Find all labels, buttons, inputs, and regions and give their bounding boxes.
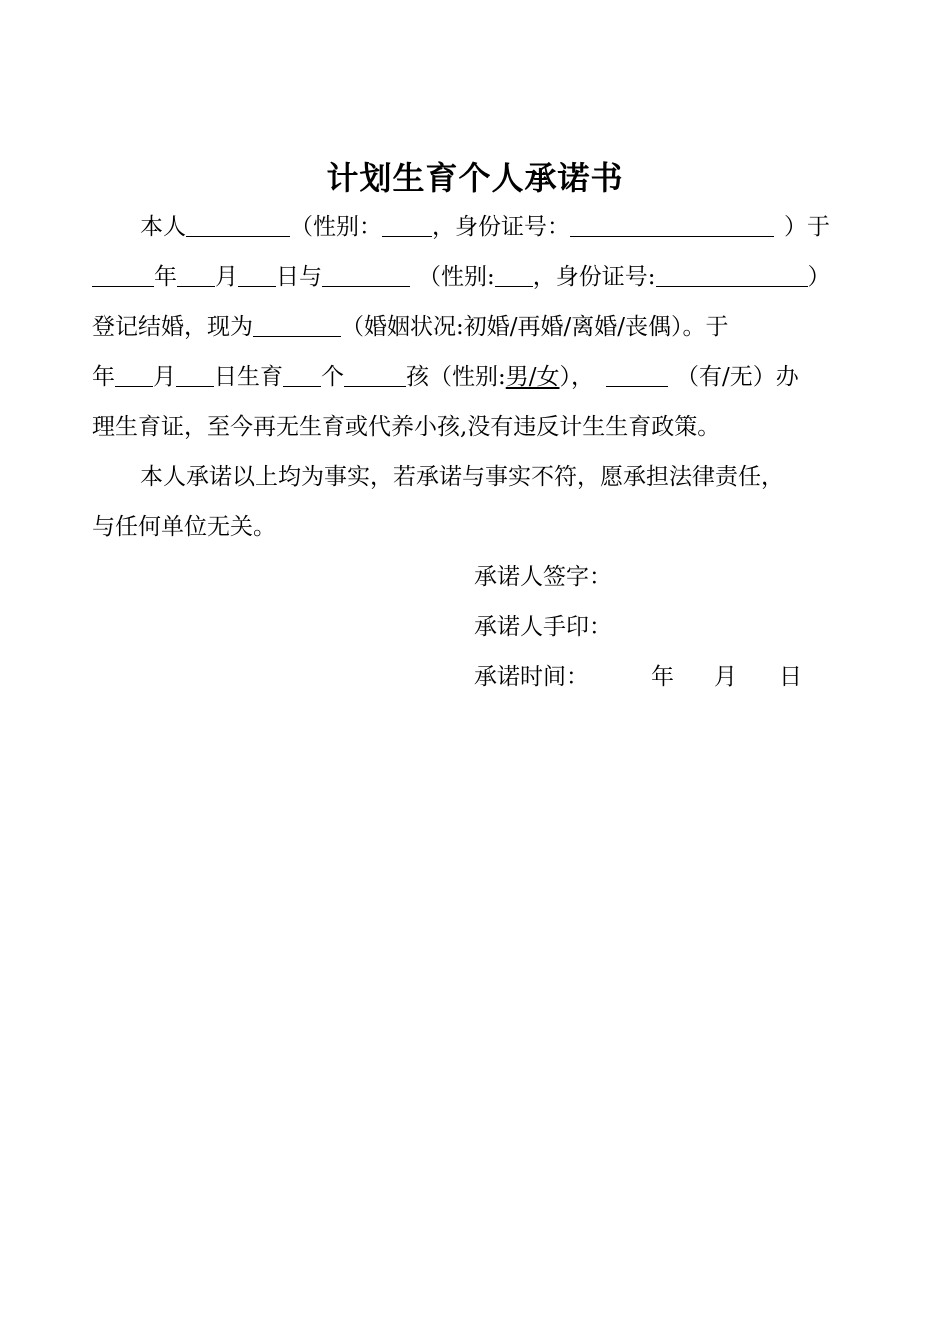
- text: 登记结婚，现为: [92, 314, 253, 340]
- child-blank[interactable]: [344, 364, 406, 387]
- birth-certificate-blank[interactable]: [606, 364, 668, 387]
- para1-line4: [92, 362, 862, 392]
- text: 年: [92, 364, 115, 390]
- text: （婚姻状况:初婚/再婚/离婚/丧偶）。于: [341, 314, 729, 340]
- marriage-year-blank[interactable]: [92, 264, 154, 287]
- text: 年: [154, 264, 177, 290]
- text: ，身份证号:: [532, 264, 656, 290]
- text: （有/无）办: [676, 364, 799, 390]
- thumbprint-line: [474, 612, 612, 642]
- spouse-name-blank[interactable]: [322, 264, 410, 287]
- text: ）于: [784, 214, 830, 240]
- text: 月: [215, 264, 238, 290]
- date-line: [474, 662, 802, 692]
- birth-day-blank[interactable]: [176, 364, 214, 387]
- text: 理生育证，至今再无生育或代养小孩,没有违反计生生育政策。: [92, 414, 721, 440]
- text: 日生育: [214, 364, 283, 390]
- para2-line1: [92, 462, 862, 492]
- text: 本人: [140, 214, 186, 240]
- marital-status-blank[interactable]: [253, 314, 341, 337]
- marriage-month-blank[interactable]: [177, 264, 215, 287]
- para1-line1: [92, 212, 862, 242]
- date-day-label: 日: [779, 664, 802, 690]
- id-number-blank[interactable]: [570, 214, 774, 237]
- para1-line3: [92, 312, 862, 342]
- thumbprint-label: 承诺人手印：: [474, 614, 612, 640]
- date-month-label: 月: [714, 664, 737, 690]
- text: ，身份证号：: [432, 214, 570, 240]
- text: 本人承诺以上均为事实，若承诺与事实不符，愿承担法律责任，: [140, 464, 784, 490]
- date-label: 承诺时间：: [474, 664, 589, 690]
- text: 个: [321, 364, 344, 390]
- text: （性别:: [418, 264, 495, 290]
- date-year-label: 年: [651, 664, 674, 690]
- child-count-blank[interactable]: [283, 364, 321, 387]
- birth-month-blank[interactable]: [115, 364, 153, 387]
- document-title: 计划生育个人承诺书: [326, 159, 624, 197]
- para2-line2: [92, 512, 862, 542]
- text: 日与: [276, 264, 322, 290]
- signature-label: 承诺人签字：: [474, 564, 612, 590]
- text: ）: [807, 264, 831, 290]
- text: 月: [153, 364, 176, 390]
- text: （性别：: [290, 214, 382, 240]
- gender-blank[interactable]: [382, 214, 432, 237]
- signature-line: [474, 562, 612, 592]
- name-blank[interactable]: [186, 214, 290, 237]
- spouse-gender-blank[interactable]: [495, 264, 533, 287]
- spouse-id-blank[interactable]: [656, 264, 808, 287]
- para1-line2: [92, 262, 862, 292]
- text: ），: [559, 364, 594, 390]
- marriage-day-blank[interactable]: [238, 264, 276, 287]
- para1-line5: [92, 412, 862, 442]
- child-gender-option[interactable]: 男/女: [505, 364, 560, 390]
- text: 与任何单位无关。: [92, 514, 276, 540]
- text: 孩（性别:: [406, 364, 506, 390]
